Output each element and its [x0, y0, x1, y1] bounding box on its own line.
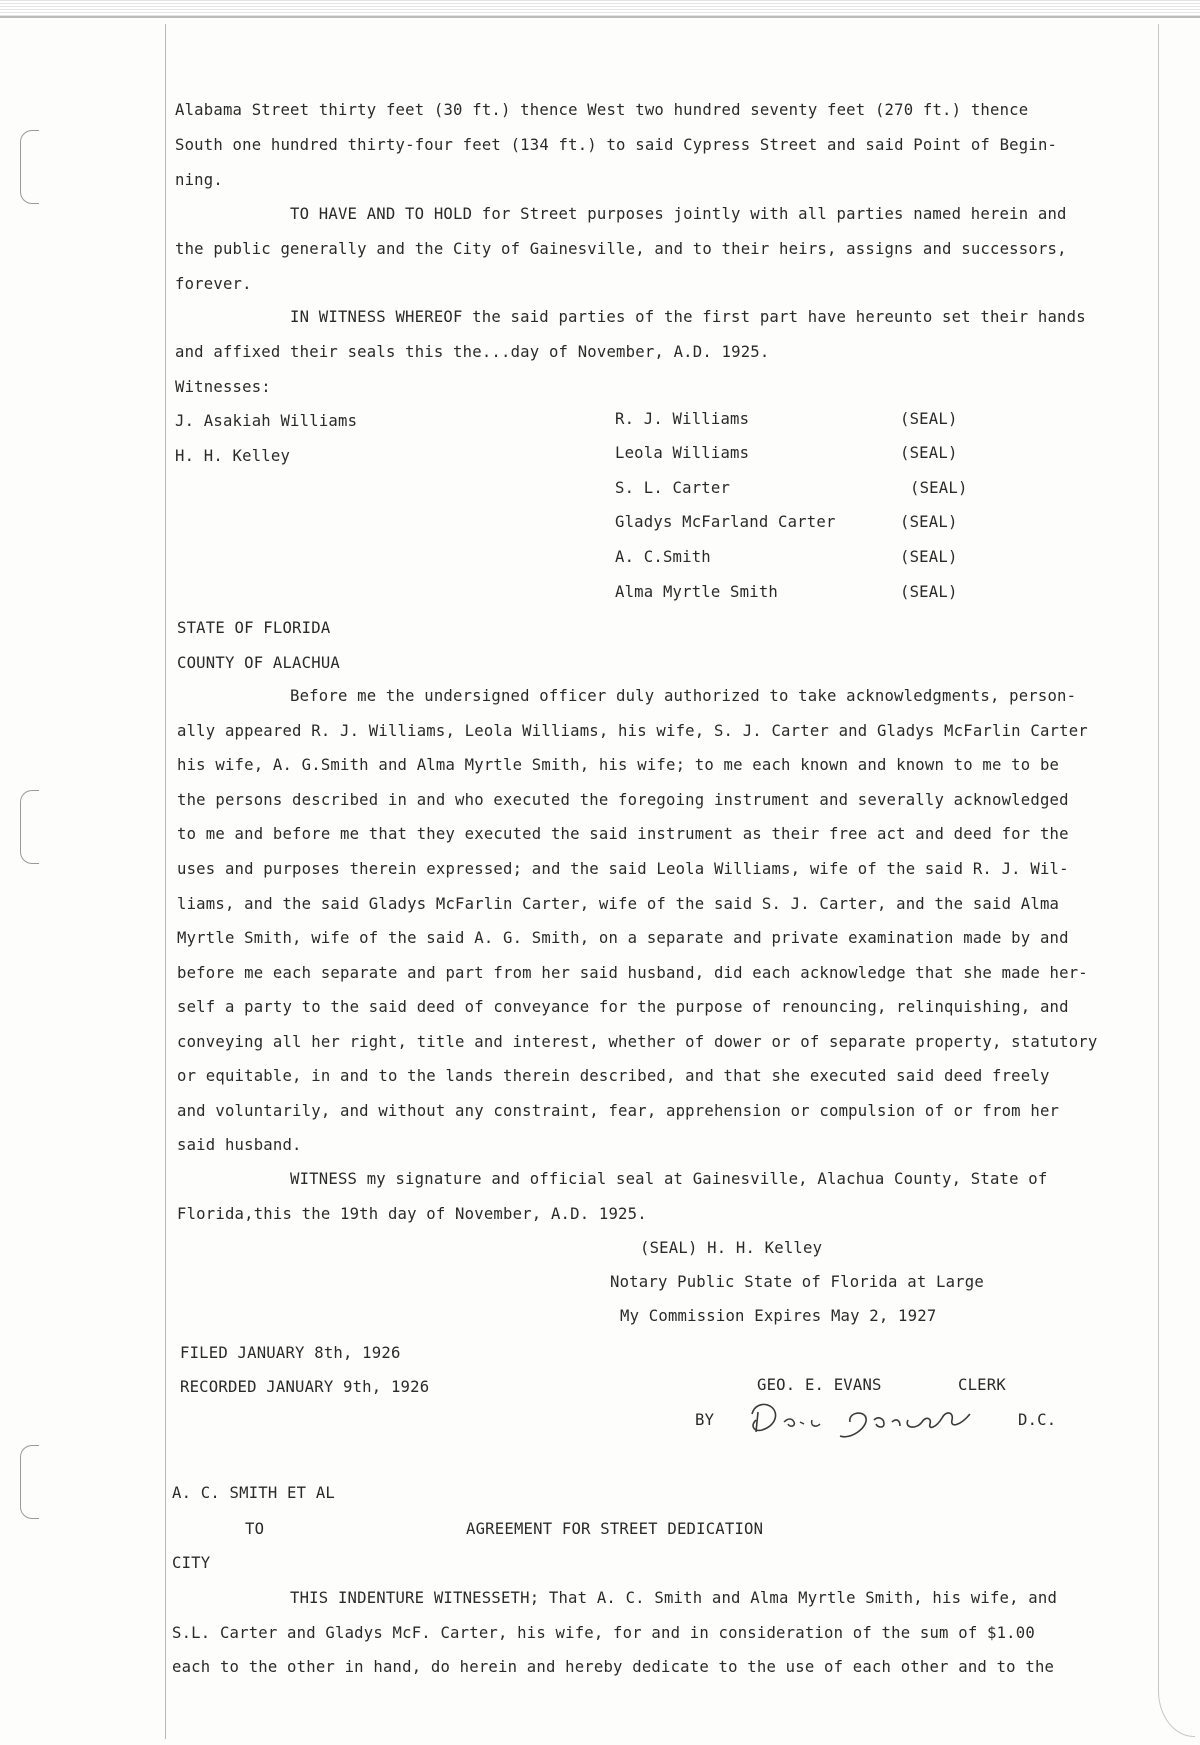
filed-date: FILED JANUARY 8th, 1926 — [180, 1344, 401, 1362]
deputy-clerk-signature — [740, 1392, 1060, 1442]
seal-mark: (SEAL) — [900, 444, 958, 462]
page-top-edge — [0, 0, 1200, 18]
text-line: conveying all her right, title and interest, whether of dower or of separate property, statutory — [177, 1033, 1098, 1051]
seal-mark: (SEAL) — [900, 410, 958, 428]
text-line: liams, and the said Gladys McFarlin Carter, wife of the said S. J. Carter, and the said Alma — [177, 895, 1060, 913]
text-line: Florida,this the 19th day of November, A.D. 1925. — [177, 1205, 647, 1223]
page-corner-curl — [1158, 1690, 1195, 1737]
commission-expiry: My Commission Expires May 2, 1927 — [620, 1307, 937, 1325]
text-line: said husband. — [177, 1136, 302, 1154]
text-line: and voluntarily, and without any constraint, fear, apprehension or compulsion of or from her — [177, 1102, 1060, 1120]
by-label: BY — [695, 1411, 715, 1429]
text-line: ning. — [175, 171, 223, 189]
text-line: before me each separate and part from her said husband, did each acknowledge that she made her- — [177, 964, 1088, 982]
signatory-name: Alma Myrtle Smith — [615, 583, 778, 601]
text-line: THIS INDENTURE WITNESSETH; That A. C. Smith and Alma Myrtle Smith, his wife, and — [290, 1589, 1058, 1607]
text-line: the persons described in and who executed the foregoing instrument and severally acknowledged — [177, 791, 1069, 809]
text-line: uses and purposes therein expressed; and the said Leola Williams, wife of the said R. J. Wil- — [177, 860, 1069, 878]
recorded-date: RECORDED JANUARY 9th, 1926 — [180, 1378, 430, 1396]
text-line: or equitable, in and to the lands therein described, and that she executed said deed freely — [177, 1067, 1050, 1085]
text-line: forever. — [175, 275, 252, 293]
witness-name: H. H. Kelley — [175, 447, 291, 465]
left-margin-rule — [165, 24, 166, 1739]
text-line: the public generally and the City of Gainesville, and to their heirs, assigns and successors, — [175, 240, 1067, 258]
seal-mark: (SEAL) — [900, 583, 958, 601]
to-label: TO — [245, 1520, 265, 1538]
text-line: to me and before me that they executed the said instrument as their free act and deed for the — [177, 825, 1069, 843]
binder-hole — [20, 1445, 39, 1519]
clerk-title: CLERK — [958, 1376, 1006, 1394]
right-margin-rule — [1158, 24, 1159, 1694]
binder-hole — [20, 130, 39, 204]
text-line: and affixed their seals this the...day of November, A.D. 1925. — [175, 343, 770, 361]
document-title: AGREEMENT FOR STREET DEDICATION — [466, 1520, 764, 1538]
clerk-name: GEO. E. EVANS — [757, 1376, 882, 1394]
text-line: his wife, A. G.Smith and Alma Myrtle Smith, his wife; to me each known and known to me to be — [177, 756, 1060, 774]
seal-mark: (SEAL) — [900, 513, 958, 531]
binder-hole — [20, 790, 39, 864]
text-line: WITNESS my signature and official seal at Gainesville, Alachua County, State of — [290, 1170, 1048, 1188]
city-label: CITY — [172, 1554, 211, 1572]
text-line: self a party to the said deed of conveyance for the purpose of renouncing, relinquishing, and — [177, 998, 1069, 1016]
county-heading: COUNTY OF ALACHUA — [177, 654, 340, 672]
witnesses-heading: Witnesses: — [175, 378, 271, 396]
state-heading: STATE OF FLORIDA — [177, 619, 331, 637]
seal-mark: (SEAL) — [900, 548, 958, 566]
signatory-name: S. L. Carter — [615, 479, 731, 497]
text-line: S.L. Carter and Gladys McF. Carter, his wife, for and in consideration of the sum of $1.00 — [172, 1624, 1035, 1642]
text-line: Myrtle Smith, wife of the said A. G. Smith, on a separate and private examination made by and — [177, 929, 1069, 947]
text-line: each to the other in hand, do herein and hereby dedicate to the use of each other and to the — [172, 1658, 1055, 1676]
party-heading: A. C. SMITH ET AL — [172, 1484, 335, 1502]
text-line: Alabama Street thirty feet (30 ft.) thence West two hundred seventy feet (270 ft.) thence — [175, 101, 1029, 119]
signatory-name: Leola Williams — [615, 444, 750, 462]
witness-name: J. Asakiah Williams — [175, 412, 358, 430]
text-line: ally appeared R. J. Williams, Leola Williams, his wife, S. J. Carter and Gladys McFarlin Carter — [177, 722, 1088, 740]
seal-mark: (SEAL) — [910, 479, 968, 497]
notary-seal-line: (SEAL) H. H. Kelley — [640, 1239, 823, 1257]
text-line: South one hundred thirty-four feet (134 ft.) to said Cypress Street and said Point of Begin- — [175, 136, 1058, 154]
deputy-clerk-label: D.C. — [1018, 1411, 1057, 1429]
signatory-name: A. C.Smith — [615, 548, 711, 566]
text-line: IN WITNESS WHEREOF the said parties of the first part have hereunto set their hands — [290, 308, 1086, 326]
signatory-name: Gladys McFarland Carter — [615, 513, 836, 531]
signatory-name: R. J. Williams — [615, 410, 750, 428]
notary-title: Notary Public State of Florida at Large — [610, 1273, 984, 1291]
text-line: Before me the undersigned officer duly authorized to take acknowledgments, person- — [290, 687, 1077, 705]
text-line: TO HAVE AND TO HOLD for Street purposes jointly with all parties named herein and — [290, 205, 1067, 223]
